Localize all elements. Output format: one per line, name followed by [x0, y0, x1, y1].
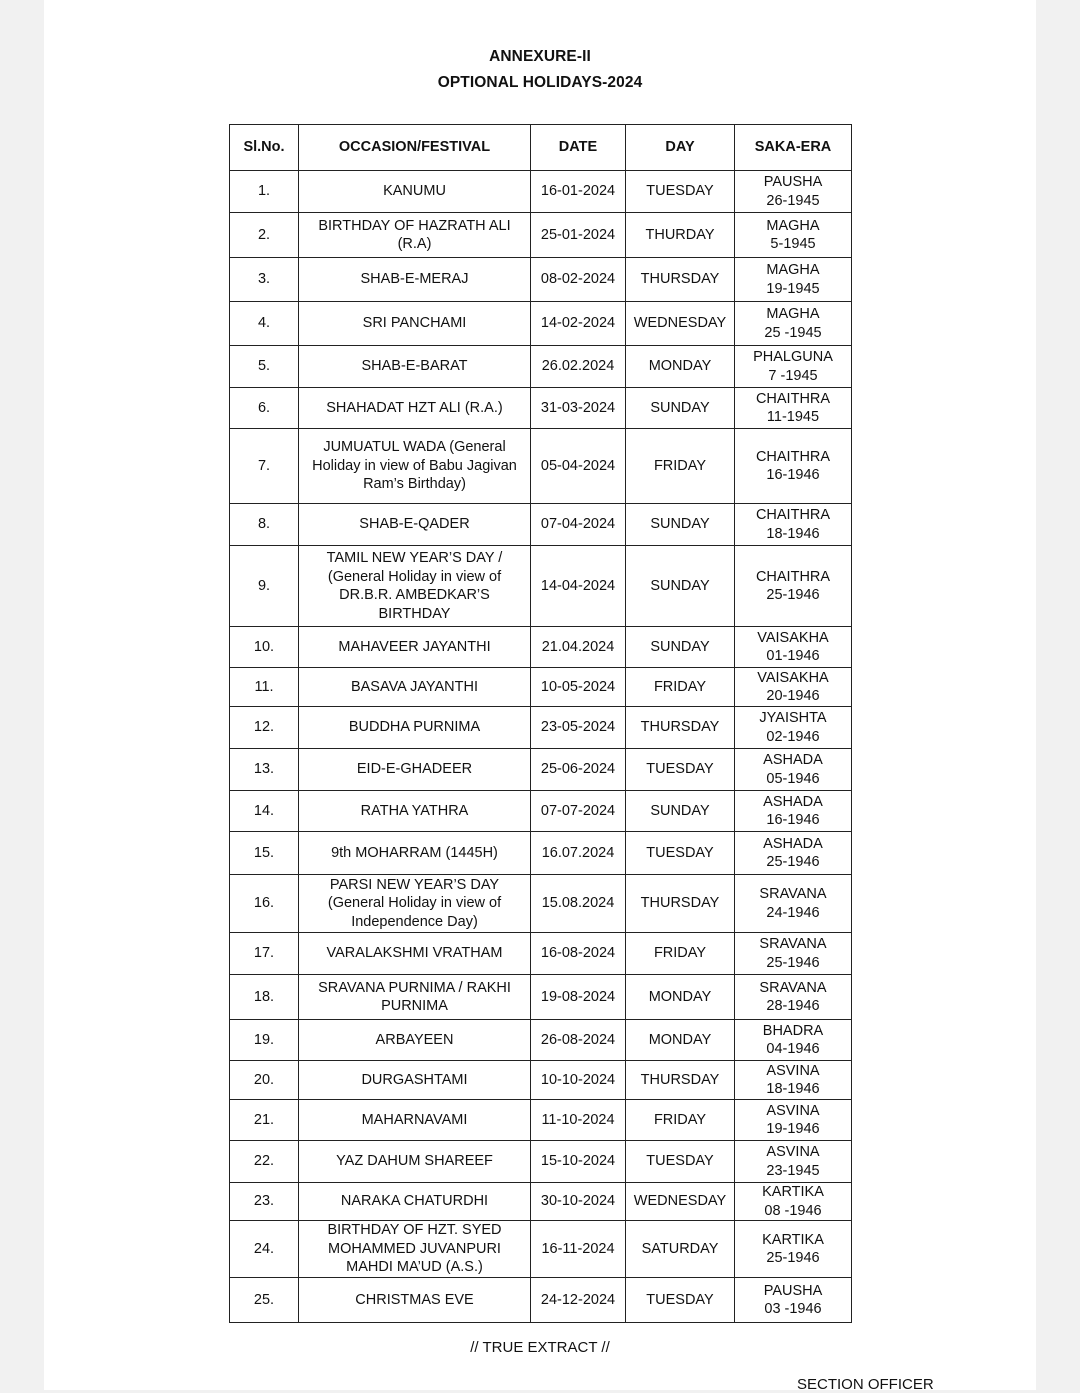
saka-month: ASHADA [763, 793, 823, 810]
sno-cell: 4. [230, 302, 299, 346]
sno-cell: 6. [230, 388, 299, 429]
occasion-cell: BIRTHDAY OF HAZRATH ALI (R.A) [299, 213, 531, 258]
saka-year: 02-1946 [766, 728, 820, 745]
table-row [230, 832, 852, 875]
day-cell: THURSDAY [626, 258, 735, 302]
date-cell: 11-10-2024 [531, 1100, 626, 1141]
occasion-cell: TAMIL NEW YEAR’S DAY / (General Holiday in view of DR.B.R. AMBEDKAR’S BIRTHDAY [299, 546, 531, 627]
saka-era-cell [735, 302, 852, 346]
occasion-cell: SHAHADAT HZT ALI (R.A.) [299, 388, 531, 429]
date-cell: 24-12-2024 [531, 1278, 626, 1323]
table-row [230, 171, 852, 213]
saka-era-cell [735, 171, 852, 213]
saka-year: 25 -1945 [764, 324, 822, 341]
sno-cell: 21. [230, 1100, 299, 1141]
table-row [230, 258, 852, 302]
saka-year: 25-1946 [766, 954, 820, 971]
day-cell: TUESDAY [626, 1278, 735, 1323]
occasion-cell: RATHA YATHRA [299, 791, 531, 832]
saka-year: 16-1946 [766, 467, 820, 483]
day-cell: WEDNESDAY [626, 302, 735, 346]
day-cell: MONDAY [626, 346, 735, 388]
occasion-cell: BUDDHA PURNIMA [299, 707, 531, 749]
saka-month: KARTIKA [762, 1184, 824, 1200]
saka-era-cell [735, 1141, 852, 1183]
table-row [230, 1061, 852, 1100]
table-row [230, 749, 852, 791]
saka-month: MAGHA [766, 306, 820, 322]
column-header-sno: Sl.No. [230, 125, 299, 171]
date-cell: 14-04-2024 [531, 546, 626, 627]
saka-year: 23-1945 [766, 1162, 820, 1179]
day-cell: TUESDAY [626, 171, 735, 213]
occasion-cell: PARSI NEW YEAR’S DAY (General Holiday in view of Independence Day) [299, 875, 531, 933]
sno-cell: 19. [230, 1020, 299, 1061]
day-cell: TUESDAY [626, 1141, 735, 1183]
saka-era-cell [735, 1221, 852, 1278]
saka-month: PAUSHA [763, 1282, 823, 1299]
saka-month: ASHADA [763, 752, 823, 768]
table-row [230, 1141, 852, 1183]
date-cell: 08-02-2024 [531, 258, 626, 302]
saka-era-cell [735, 707, 852, 749]
sno-cell: 12. [230, 707, 299, 749]
saka-year: 16-1946 [766, 812, 820, 828]
occasion-cell: NARAKA CHATURDHI [299, 1183, 531, 1221]
date-cell: 26-08-2024 [531, 1020, 626, 1061]
saka-year: 28-1946 [766, 998, 820, 1014]
table-row [230, 546, 852, 627]
holidays-table [229, 124, 852, 1323]
column-header-date: DATE [531, 125, 626, 171]
sno-cell: 15. [230, 832, 299, 875]
day-cell: THURSDAY [626, 875, 735, 933]
sno-cell: 5. [230, 346, 299, 388]
sno-cell: 16. [230, 875, 299, 933]
date-cell: 10-10-2024 [531, 1061, 626, 1100]
occasion-cell: 9th MOHARRAM (1445H) [299, 832, 531, 875]
occasion-cell: EID-E-GHADEER [299, 749, 531, 791]
day-cell: MONDAY [626, 1020, 735, 1061]
occasion-cell: ARBAYEEN [299, 1020, 531, 1061]
date-cell: 16-11-2024 [531, 1221, 626, 1278]
table-header-row [230, 125, 852, 171]
day-cell: THURSDAY [626, 707, 735, 749]
table-row [230, 1278, 852, 1323]
table-row [230, 668, 852, 707]
table-row [230, 388, 852, 429]
saka-era-cell [735, 749, 852, 791]
sno-cell: 22. [230, 1141, 299, 1183]
occasion-cell: BASAVA JAYANTHI [299, 668, 531, 707]
saka-year: 19-1946 [766, 1121, 820, 1137]
saka-year: 05-1946 [766, 770, 820, 787]
date-cell: 16-01-2024 [531, 171, 626, 213]
day-cell: THURDAY [626, 213, 735, 258]
occasion-cell: SHAB-E-QADER [299, 504, 531, 546]
annexure-heading: ANNEXURE-II [489, 48, 591, 65]
table-row [230, 933, 852, 975]
date-cell: 10-05-2024 [531, 668, 626, 707]
table-row [230, 791, 852, 832]
table-row [230, 1221, 852, 1278]
date-cell: 07-07-2024 [531, 791, 626, 832]
table-row [230, 1100, 852, 1141]
day-cell: SUNDAY [626, 388, 735, 429]
saka-month: BHADRA [762, 1022, 824, 1039]
saka-year: 18-1946 [766, 525, 820, 542]
occasion-cell: KANUMU [299, 171, 531, 213]
date-cell: 30-10-2024 [531, 1183, 626, 1221]
occasion-cell: DURGASHTAMI [299, 1061, 531, 1100]
table-row [230, 875, 852, 933]
day-cell: FRIDAY [626, 1100, 735, 1141]
day-cell: SUNDAY [626, 546, 735, 627]
day-cell: TUESDAY [626, 832, 735, 875]
saka-month: SRAVANA [759, 886, 827, 902]
sno-cell: 20. [230, 1061, 299, 1100]
saka-year: 01-1946 [766, 648, 820, 664]
saka-year: 25-1946 [766, 587, 820, 603]
saka-year: 25-1946 [766, 1250, 820, 1266]
saka-year: 25-1946 [766, 854, 820, 870]
occasion-cell: SRI PANCHAMI [299, 302, 531, 346]
saka-era-cell [735, 1183, 852, 1221]
sno-cell: 11. [230, 668, 299, 707]
saka-era-cell [735, 546, 852, 627]
date-cell: 05-04-2024 [531, 429, 626, 504]
occasion-cell: CHRISTMAS EVE [299, 1278, 531, 1323]
table-row [230, 1183, 852, 1221]
saka-era-cell [735, 1061, 852, 1100]
day-cell: WEDNESDAY [626, 1183, 735, 1221]
true-extract-note: // TRUE EXTRACT // [470, 1339, 610, 1356]
date-cell: 25-06-2024 [531, 749, 626, 791]
table-row [230, 429, 852, 504]
sno-cell: 17. [230, 933, 299, 975]
occasion-cell: SRAVANA PURNIMA / RAKHI PURNIMA [299, 975, 531, 1020]
saka-era-cell [735, 668, 852, 707]
saka-month: PAUSHA [763, 174, 823, 190]
saka-year: 19-1945 [766, 280, 820, 297]
saka-month: CHAITHRA [755, 390, 831, 407]
day-cell: FRIDAY [626, 668, 735, 707]
date-cell: 15.08.2024 [531, 875, 626, 933]
saka-year: 5-1945 [770, 236, 816, 252]
saka-era-cell [735, 388, 852, 429]
occasion-cell: MAHARNAVAMI [299, 1100, 531, 1141]
date-cell: 14-02-2024 [531, 302, 626, 346]
occasion-cell: SHAB-E-BARAT [299, 346, 531, 388]
saka-era-cell [735, 1278, 852, 1323]
saka-year: 7 -1945 [768, 367, 818, 384]
date-cell: 19-08-2024 [531, 975, 626, 1020]
day-cell: SUNDAY [626, 504, 735, 546]
column-header-occasion: OCCASION/FESTIVAL [299, 125, 531, 171]
date-cell: 31-03-2024 [531, 388, 626, 429]
day-cell: SATURDAY [626, 1221, 735, 1278]
saka-month: CHAITHRA [755, 448, 831, 465]
date-cell: 25-01-2024 [531, 213, 626, 258]
saka-era-cell [735, 875, 852, 933]
table-row [230, 975, 852, 1020]
saka-era-cell [735, 975, 852, 1020]
saka-era-cell [735, 933, 852, 975]
occasion-cell: BIRTHDAY OF HZT. SYED MOHAMMED JUVANPURI MAHDI MA’UD (A.S.) [299, 1221, 531, 1278]
saka-era-cell [735, 504, 852, 546]
saka-year: 24-1946 [766, 904, 820, 921]
saka-month: ASVINA [766, 1062, 820, 1079]
saka-month: MAGHA [766, 262, 820, 278]
saka-month: ASVINA [766, 1144, 820, 1160]
table-row [230, 707, 852, 749]
sno-cell: 24. [230, 1221, 299, 1278]
occasion-cell: YAZ DAHUM SHAREEF [299, 1141, 531, 1183]
day-cell: SUNDAY [626, 791, 735, 832]
saka-era-cell [735, 1020, 852, 1061]
saka-month: JYAISHTA [759, 710, 827, 726]
saka-month: ASVINA [766, 1102, 820, 1119]
table-row [230, 213, 852, 258]
saka-year: 18-1946 [766, 1081, 820, 1097]
date-cell: 23-05-2024 [531, 707, 626, 749]
saka-era-cell [735, 791, 852, 832]
table-row [230, 1020, 852, 1061]
sno-cell: 25. [230, 1278, 299, 1323]
sno-cell: 8. [230, 504, 299, 546]
saka-era-cell [735, 832, 852, 875]
sno-cell: 23. [230, 1183, 299, 1221]
saka-era-cell [735, 429, 852, 504]
table-row [230, 302, 852, 346]
date-cell: 21.04.2024 [531, 627, 626, 668]
table-row [230, 504, 852, 546]
saka-month: SRAVANA [759, 936, 827, 952]
saka-era-cell [735, 213, 852, 258]
sno-cell: 9. [230, 546, 299, 627]
day-cell: THURSDAY [626, 1061, 735, 1100]
saka-era-cell [735, 1100, 852, 1141]
table-row [230, 627, 852, 668]
saka-month: KARTIKA [762, 1231, 824, 1248]
column-header-saka-era: SAKA-ERA [735, 125, 852, 171]
sno-cell: 10. [230, 627, 299, 668]
date-cell: 16-08-2024 [531, 933, 626, 975]
occasion-cell: JUMUATUL WADA (General Holiday in view of Babu Jagivan Ram’s Birthday) [299, 429, 531, 504]
saka-month: PHALGUNA [753, 349, 833, 365]
sno-cell: 18. [230, 975, 299, 1020]
date-cell: 26.02.2024 [531, 346, 626, 388]
saka-month: VAISAKHA [757, 629, 829, 646]
table-row [230, 346, 852, 388]
saka-year: 11-1945 [766, 409, 820, 425]
table-body [230, 171, 852, 1323]
saka-year: 03 -1946 [764, 1301, 822, 1317]
saka-month: SRAVANA [759, 979, 827, 996]
saka-year: 20-1946 [766, 688, 820, 704]
day-cell: SUNDAY [626, 627, 735, 668]
sno-cell: 14. [230, 791, 299, 832]
occasion-cell: SHAB-E-MERAJ [299, 258, 531, 302]
occasion-cell: MAHAVEER JAYANTHI [299, 627, 531, 668]
saka-era-cell [735, 627, 852, 668]
day-cell: FRIDAY [626, 429, 735, 504]
saka-month: VAISAKHA [757, 669, 829, 686]
saka-month: ASHADA [763, 835, 823, 852]
signatory-label: SECTION OFFICER [797, 1376, 934, 1393]
day-cell: TUESDAY [626, 749, 735, 791]
date-cell: 07-04-2024 [531, 504, 626, 546]
document-title: OPTIONAL HOLIDAYS-2024 [437, 74, 643, 91]
saka-year: 26-1945 [766, 192, 820, 209]
sno-cell: 7. [230, 429, 299, 504]
sno-cell: 1. [230, 171, 299, 213]
occasion-cell: VARALAKSHMI VRATHAM [299, 933, 531, 975]
saka-era-cell [735, 346, 852, 388]
day-cell: FRIDAY [626, 933, 735, 975]
column-header-day: DAY [626, 125, 735, 171]
date-cell: 16.07.2024 [531, 832, 626, 875]
saka-era-cell [735, 258, 852, 302]
saka-month: CHAITHRA [755, 568, 831, 585]
saka-month: CHAITHRA [755, 507, 831, 523]
saka-year: 08 -1946 [764, 1202, 822, 1219]
sno-cell: 2. [230, 213, 299, 258]
sno-cell: 13. [230, 749, 299, 791]
day-cell: MONDAY [626, 975, 735, 1020]
sno-cell: 3. [230, 258, 299, 302]
date-cell: 15-10-2024 [531, 1141, 626, 1183]
saka-year: 04-1946 [766, 1041, 820, 1057]
saka-month: MAGHA [766, 217, 820, 234]
